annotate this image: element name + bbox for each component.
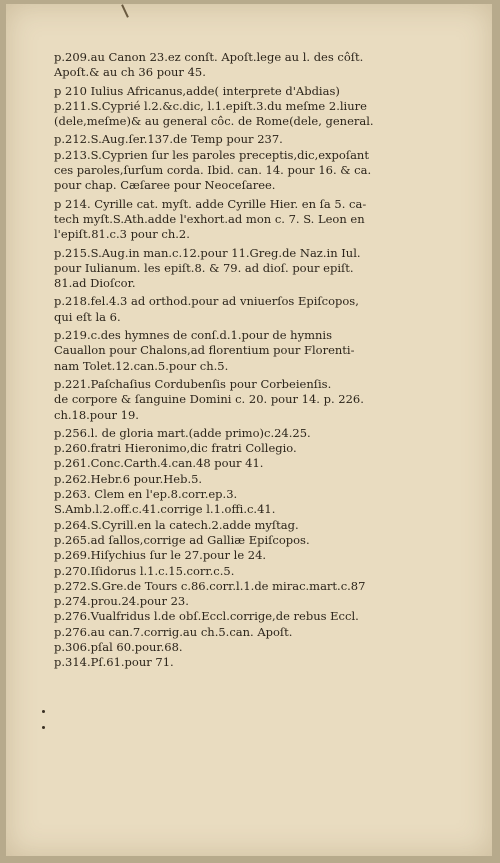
- errata-line: p.256.l. de gloria mart.(adde primo)c.24.25.: [54, 425, 311, 440]
- errata-entry: [54, 487, 444, 502]
- errata-entry: [54, 50, 444, 81]
- errata-entry: [54, 99, 444, 130]
- errata-line: S.Amb.l.2.off.c.41.corrige l.1.offi.c.41.: [54, 502, 276, 517]
- errata-entry: [54, 328, 444, 374]
- errata-entry: [54, 655, 444, 670]
- errata-line: p.276.Vualfridus l.de obſ.Eccl.corrige,de rebus Eccl.: [54, 609, 359, 624]
- errata-line: ch.18.pour 19.: [54, 407, 139, 422]
- errata-line: p.212.S.Aug.ſer.137.de Temp pour 237.: [54, 132, 283, 147]
- margin-dot: [42, 726, 45, 729]
- errata-line: Cauallon pour Chalons,ad florentium pour Florenti-: [54, 343, 355, 358]
- errata-line: p.213.S.Cyprien ſur les paroles preceptis,dic,expoſant: [54, 147, 369, 162]
- errata-line: p.272.S.Gre.de Tours c.86.corr.l.1.de mirac.mart.c.87: [54, 578, 366, 593]
- errata-line: qui eſt la 6.: [54, 309, 121, 324]
- errata-entry: [54, 502, 444, 517]
- errata-entry: [54, 594, 444, 609]
- errata-entry: [54, 132, 444, 147]
- errata-line: p.209.au Canon 23.ez conſt. Apoſt.lege au l. des côſt.: [54, 50, 364, 64]
- errata-entry: [54, 472, 444, 487]
- errata-line: p.260.fratri Hieronimo,dic fratri Collegio.: [54, 441, 297, 456]
- book-page: [6, 4, 492, 856]
- errata-entry: [54, 533, 444, 548]
- errata-entry: [54, 246, 444, 292]
- errata-line: Apoſt.& au ch 36 pour 45.: [54, 65, 206, 80]
- errata-line: p.314.Pſ.61.pour 71.: [54, 655, 174, 670]
- errata-entry: [54, 640, 444, 655]
- errata-line: p.262.Hebr.6 pour.Heb.5.: [54, 471, 203, 486]
- errata-entry: [54, 84, 444, 99]
- errata-entry: [54, 456, 444, 471]
- errata-line: 81.ad Dioſcor.: [54, 276, 136, 291]
- errata-line: p.306.pſal 60.pour.68.: [54, 639, 183, 654]
- errata-line: l'epiſt.81.c.3 pour ch.2.: [54, 227, 190, 242]
- errata-entry: [54, 441, 444, 456]
- errata-entry: [54, 294, 444, 325]
- errata-entry: [54, 377, 444, 423]
- errata-line: p.270.Iſidorus l.1.c.15.corr.c.5.: [54, 563, 235, 578]
- errata-line: nam Tolet.12.can.5.pour ch.5.: [54, 358, 229, 373]
- errata-line: tech myſt.S.Ath.adde l'exhort.ad mon c. 7. S. Leon en: [54, 211, 365, 226]
- errata-entry: [54, 564, 444, 579]
- errata-line: p.219.c.des hymnes de conſ.d.1.pour de hymnis: [54, 328, 332, 343]
- errata-line: p.218.fel.4.3 ad orthod.pour ad vniuerſos Epiſcopos,: [54, 294, 359, 309]
- errata-line: p.215.S.Aug.in man.c.12.pour 11.Greg.de Naz.in Iul.: [54, 245, 361, 260]
- errata-list: [54, 50, 444, 671]
- errata-line: (dele,meſme)& au general côc. de Rome(dele, general.: [54, 114, 374, 129]
- errata-entry: [54, 625, 444, 640]
- errata-line: de corpore & ſanguine Domini c. 20. pour 14. p. 226.: [54, 392, 364, 407]
- errata-line: p.221.Paſchaſius Cordubenſis pour Corbeienſis.: [54, 376, 332, 391]
- errata-entry: [54, 548, 444, 563]
- errata-entry: [54, 148, 444, 194]
- errata-line: pour chap. Cæſaree pour Neoceſaree.: [54, 178, 276, 193]
- errata-line: p.263. Clem en l'ep.8.corr.ep.3.: [54, 487, 238, 502]
- errata-line: p.276.au can.7.corrig.au ch.5.can. Apoſt.: [54, 624, 293, 639]
- errata-line: pour Iulianum. les epiſt.8. & 79. ad dioſ. pour epiſt.: [54, 260, 354, 275]
- margin-dot: [42, 710, 45, 713]
- errata-line: p.261.Conc.Carth.4.can.48 pour 41.: [54, 456, 264, 471]
- errata-entry: [54, 579, 444, 594]
- errata-line: p.265.ad ſallos,corrige ad Galliæ Epiſcopos.: [54, 532, 310, 547]
- errata-line: p.269.Hiſychius ſur le 27.pour le 24.: [54, 548, 267, 563]
- errata-entry: [54, 426, 444, 441]
- errata-line: p 210 Iulius Africanus,adde( interprete d'Abdias): [54, 83, 340, 98]
- errata-entry: [54, 609, 444, 624]
- errata-line: p.274.prou.24.pour 23.: [54, 594, 189, 609]
- errata-line: p 214. Cyrille cat. myſt. adde Cyrille Hier. en ſa 5. ca-: [54, 196, 367, 211]
- errata-entry: [54, 197, 444, 243]
- page-mark: [121, 4, 129, 18]
- errata-entry: [54, 518, 444, 533]
- errata-line: ces paroles,ſurſum corda. Ibid. can. 14. pour 16. & ca.: [54, 163, 372, 178]
- errata-line: p.211.S.Cyprié l.2.&c.dic, l.1.epiſt.3.du meſme 2.liure: [54, 98, 367, 113]
- errata-line: p.264.S.Cyrill.en la catech.2.adde myſtag.: [54, 517, 299, 532]
